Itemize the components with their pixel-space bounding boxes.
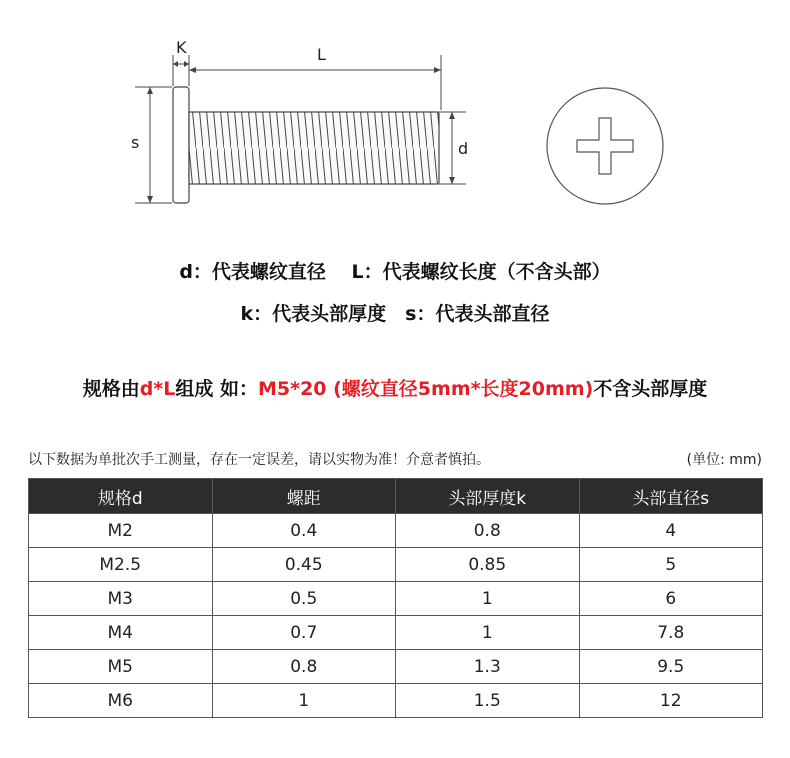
spec-middle: 组成 如： xyxy=(175,378,258,400)
screw-side-view-drawing xyxy=(0,0,790,240)
spec-highlight-example: M5*20 (螺纹直径5mm*长度20mm) xyxy=(258,378,594,400)
cell-head-thickness: 1 xyxy=(396,582,580,616)
cell-spec: M2.5 xyxy=(29,548,213,582)
phillips-head-icon xyxy=(544,85,666,207)
note-text: 以下数据为单批次手工测量，存在一定误差，请以实物为准！介意者慎拍。 xyxy=(28,452,490,468)
cell-head-diameter: 6 xyxy=(579,582,763,616)
cell-spec: M4 xyxy=(29,616,213,650)
cell-head-diameter: 12 xyxy=(579,684,763,718)
cell-head-thickness: 1 xyxy=(396,616,580,650)
cell-spec: M2 xyxy=(29,514,213,548)
cell-spec: M5 xyxy=(29,650,213,684)
cell-pitch: 0.7 xyxy=(212,616,396,650)
cell-pitch: 0.8 xyxy=(212,650,396,684)
cell-pitch: 0.5 xyxy=(212,582,396,616)
unit-label: (单位: mm) xyxy=(686,452,762,468)
cell-head-diameter: 9.5 xyxy=(579,650,763,684)
cell-head-thickness: 1.5 xyxy=(396,684,580,718)
label-k: K xyxy=(176,38,187,57)
cell-head-thickness: 0.8 xyxy=(396,514,580,548)
table-header-row xyxy=(29,479,763,514)
cell-pitch: 1 xyxy=(212,684,396,718)
table-row xyxy=(29,684,763,718)
cell-head-thickness: 0.85 xyxy=(396,548,580,582)
header-head-thickness: 头部厚度k xyxy=(396,479,580,514)
spec-format-line xyxy=(0,374,790,401)
cell-head-thickness: 1.3 xyxy=(396,650,580,684)
table-row xyxy=(29,548,763,582)
cell-spec: M6 xyxy=(29,684,213,718)
table-row xyxy=(29,582,763,616)
label-s: s xyxy=(131,133,140,152)
screw-diagram xyxy=(0,0,790,240)
table-row xyxy=(29,514,763,548)
spec-prefix: 规格由 xyxy=(82,378,140,400)
cell-head-diameter: 5 xyxy=(579,548,763,582)
spec-table xyxy=(28,478,763,718)
cell-spec: M3 xyxy=(29,582,213,616)
cell-pitch: 0.45 xyxy=(212,548,396,582)
label-d: d xyxy=(458,139,469,158)
cell-head-diameter: 4 xyxy=(579,514,763,548)
table-row xyxy=(29,650,763,684)
header-spec: 规格d xyxy=(29,479,213,514)
header-pitch: 螺距 xyxy=(212,479,396,514)
legend-line-1: d：代表螺纹直径 L：代表螺纹长度（不含头部） xyxy=(179,261,611,283)
spec-suffix: 不含头部厚度 xyxy=(593,378,708,400)
measurement-note xyxy=(28,449,768,469)
spec-highlight-format: d*L xyxy=(139,378,176,400)
label-L: L xyxy=(317,45,326,64)
header-head-diameter: 头部直径s xyxy=(579,479,763,514)
cell-pitch: 0.4 xyxy=(212,514,396,548)
legend-line-2: k：代表头部厚度 s：代表头部直径 xyxy=(240,303,550,325)
cell-head-diameter: 7.8 xyxy=(579,616,763,650)
table-row xyxy=(29,616,763,650)
